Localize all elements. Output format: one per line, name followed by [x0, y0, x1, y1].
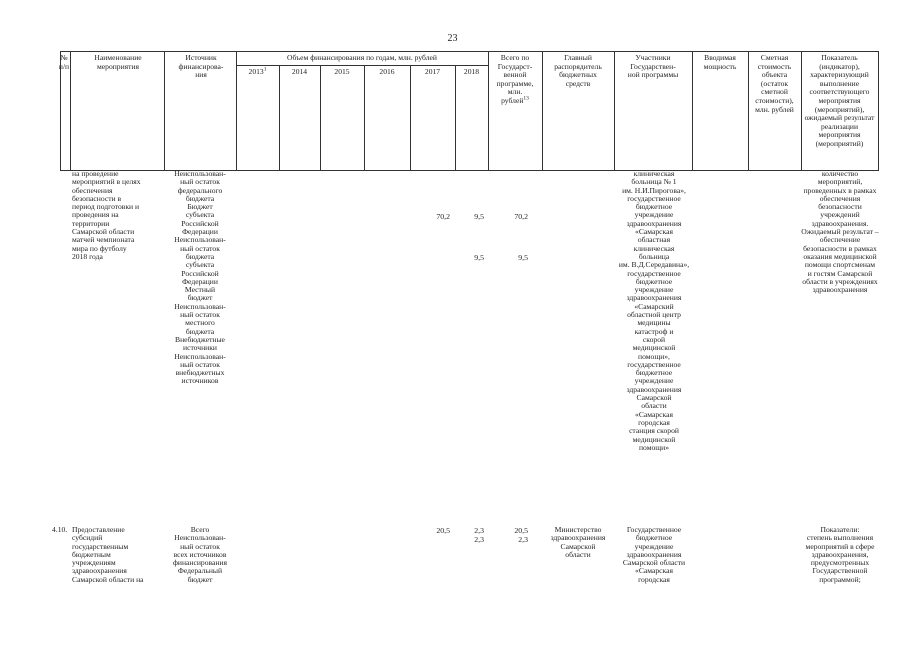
row-prev-total-budget: 70,2	[514, 212, 528, 221]
row-410-number: 4.10.	[52, 525, 68, 534]
header-year-2015: 2015	[334, 67, 350, 76]
row-prev-total-unused: 9,5	[518, 253, 528, 262]
col-divider	[320, 65, 321, 171]
header-year-2017: 2017	[424, 67, 441, 76]
row-410-2017-total: 20,5	[436, 526, 450, 535]
header-capacity: Вводимая мощность	[703, 53, 737, 71]
funding-table	[52, 51, 879, 651]
row-410-manager: Министерство здравоохранения Самарской области	[550, 525, 606, 559]
col-divider	[410, 65, 411, 171]
col-divider	[878, 51, 879, 171]
row-prev-sources: Неиспользован- ный остаток федерального бюджета Бюджет субъекта Российской Федерации Неиспользован- ный остаток бюджета субъекта Российской Федерации Местный бюджет Неиспользован- ный остаток местного бюджета Внебюджетные источники Неиспользован- ный остаток внебюджетных источников	[174, 169, 226, 386]
header-cost: Сметная стоимость объекта (остаток сметной стоимости), млн. рублей	[755, 53, 794, 114]
header-num: № п/п	[58, 53, 70, 71]
row-410-participants: Государственное бюджетное учреждение здравоохранения Самарской области «Самарская городская	[622, 525, 686, 584]
row-410-total-sum: 20,5	[514, 526, 528, 535]
header-year-2018: 2018	[463, 67, 480, 76]
col-divider	[455, 65, 456, 171]
header-source: Источник финансирова- ния	[178, 53, 224, 80]
header-participants: Участники Государствен- ной программы	[627, 53, 679, 80]
row-prev-participants: клиническая больница № 1 им. Н.И.Пирогова», государственное бюджетное учреждение здравоохранения «Самарская областная клиническая больница им. В.Д.Середавина», государственное бюджетное учреждение здравоохранения «Самарский областной центр медицины катастроф и скорой медицинской помощи», государственное бюджетное учреждение здравоохранения Самарской области «Самарская городская станция скорой медицинской помощи»	[618, 169, 690, 452]
table-top-border	[60, 51, 879, 52]
col-divider	[164, 51, 165, 171]
row-prev-2018-unused: 9,5	[474, 253, 484, 262]
header-year-2013: 2013$^1$	[248, 66, 267, 76]
row-410-indicator: Показатели: степень выполнения мероприятий в сфере здравоохранения, предусмотренных Государственной программой;	[805, 525, 875, 584]
row-prev-indicator: количество мероприятий, проведенных в рамках обеспечения безопасности учреждений здравоохранения. Ожидаемый результат – обеспечение безопасности в рамках оказания медицинской помощи спортсменам и гостям Самарской области в учреждениях здравоохранения	[801, 169, 879, 295]
header-total: Всего по Государст- венной программе, млн. рублей$^{13}$	[496, 53, 534, 105]
page-number: 23	[447, 33, 458, 44]
header-manager: Главный распорядитель бюджетных средств	[554, 53, 602, 88]
row-410-sources: Всего Неиспользован- ный остаток всех источников финансирования Федеральный бюджет	[173, 525, 227, 584]
row-410-name: Предоставление субсидий государственным бюджетным учреждениям здравоохранения Самарской области на	[72, 525, 144, 584]
header-name: Наименование мероприятия	[94, 53, 142, 71]
row-prev-2018-budget: 9,5	[474, 212, 484, 221]
years-subheader-line	[236, 65, 488, 66]
row-410-total-unused: 2,3	[518, 535, 528, 544]
header-year-2016: 2016	[379, 67, 395, 76]
row-prev-name: на проведение мероприятий в целях обеспечения безопасности в период подготовки и проведения на территории Самарской области матчей чемпионата мира по футболу 2018 года	[72, 169, 141, 261]
header-year-2014: 2014	[291, 67, 308, 76]
row-prev-2017-budget: 70,2	[436, 212, 450, 221]
header-indicator: Показатель (индикатор), характеризующий выполнение соответствующего мероприятия (мероприятий), ожидаемый результат реализации мероприятия (мероприятий)	[804, 53, 875, 148]
row-410-2018-unused: 2,3	[474, 535, 484, 544]
header-funding: Объем финансирования по годам, млн. рублей	[287, 53, 437, 62]
col-divider	[279, 65, 280, 171]
row-410-2018-total: 2,3	[474, 526, 484, 535]
col-divider	[364, 65, 365, 171]
